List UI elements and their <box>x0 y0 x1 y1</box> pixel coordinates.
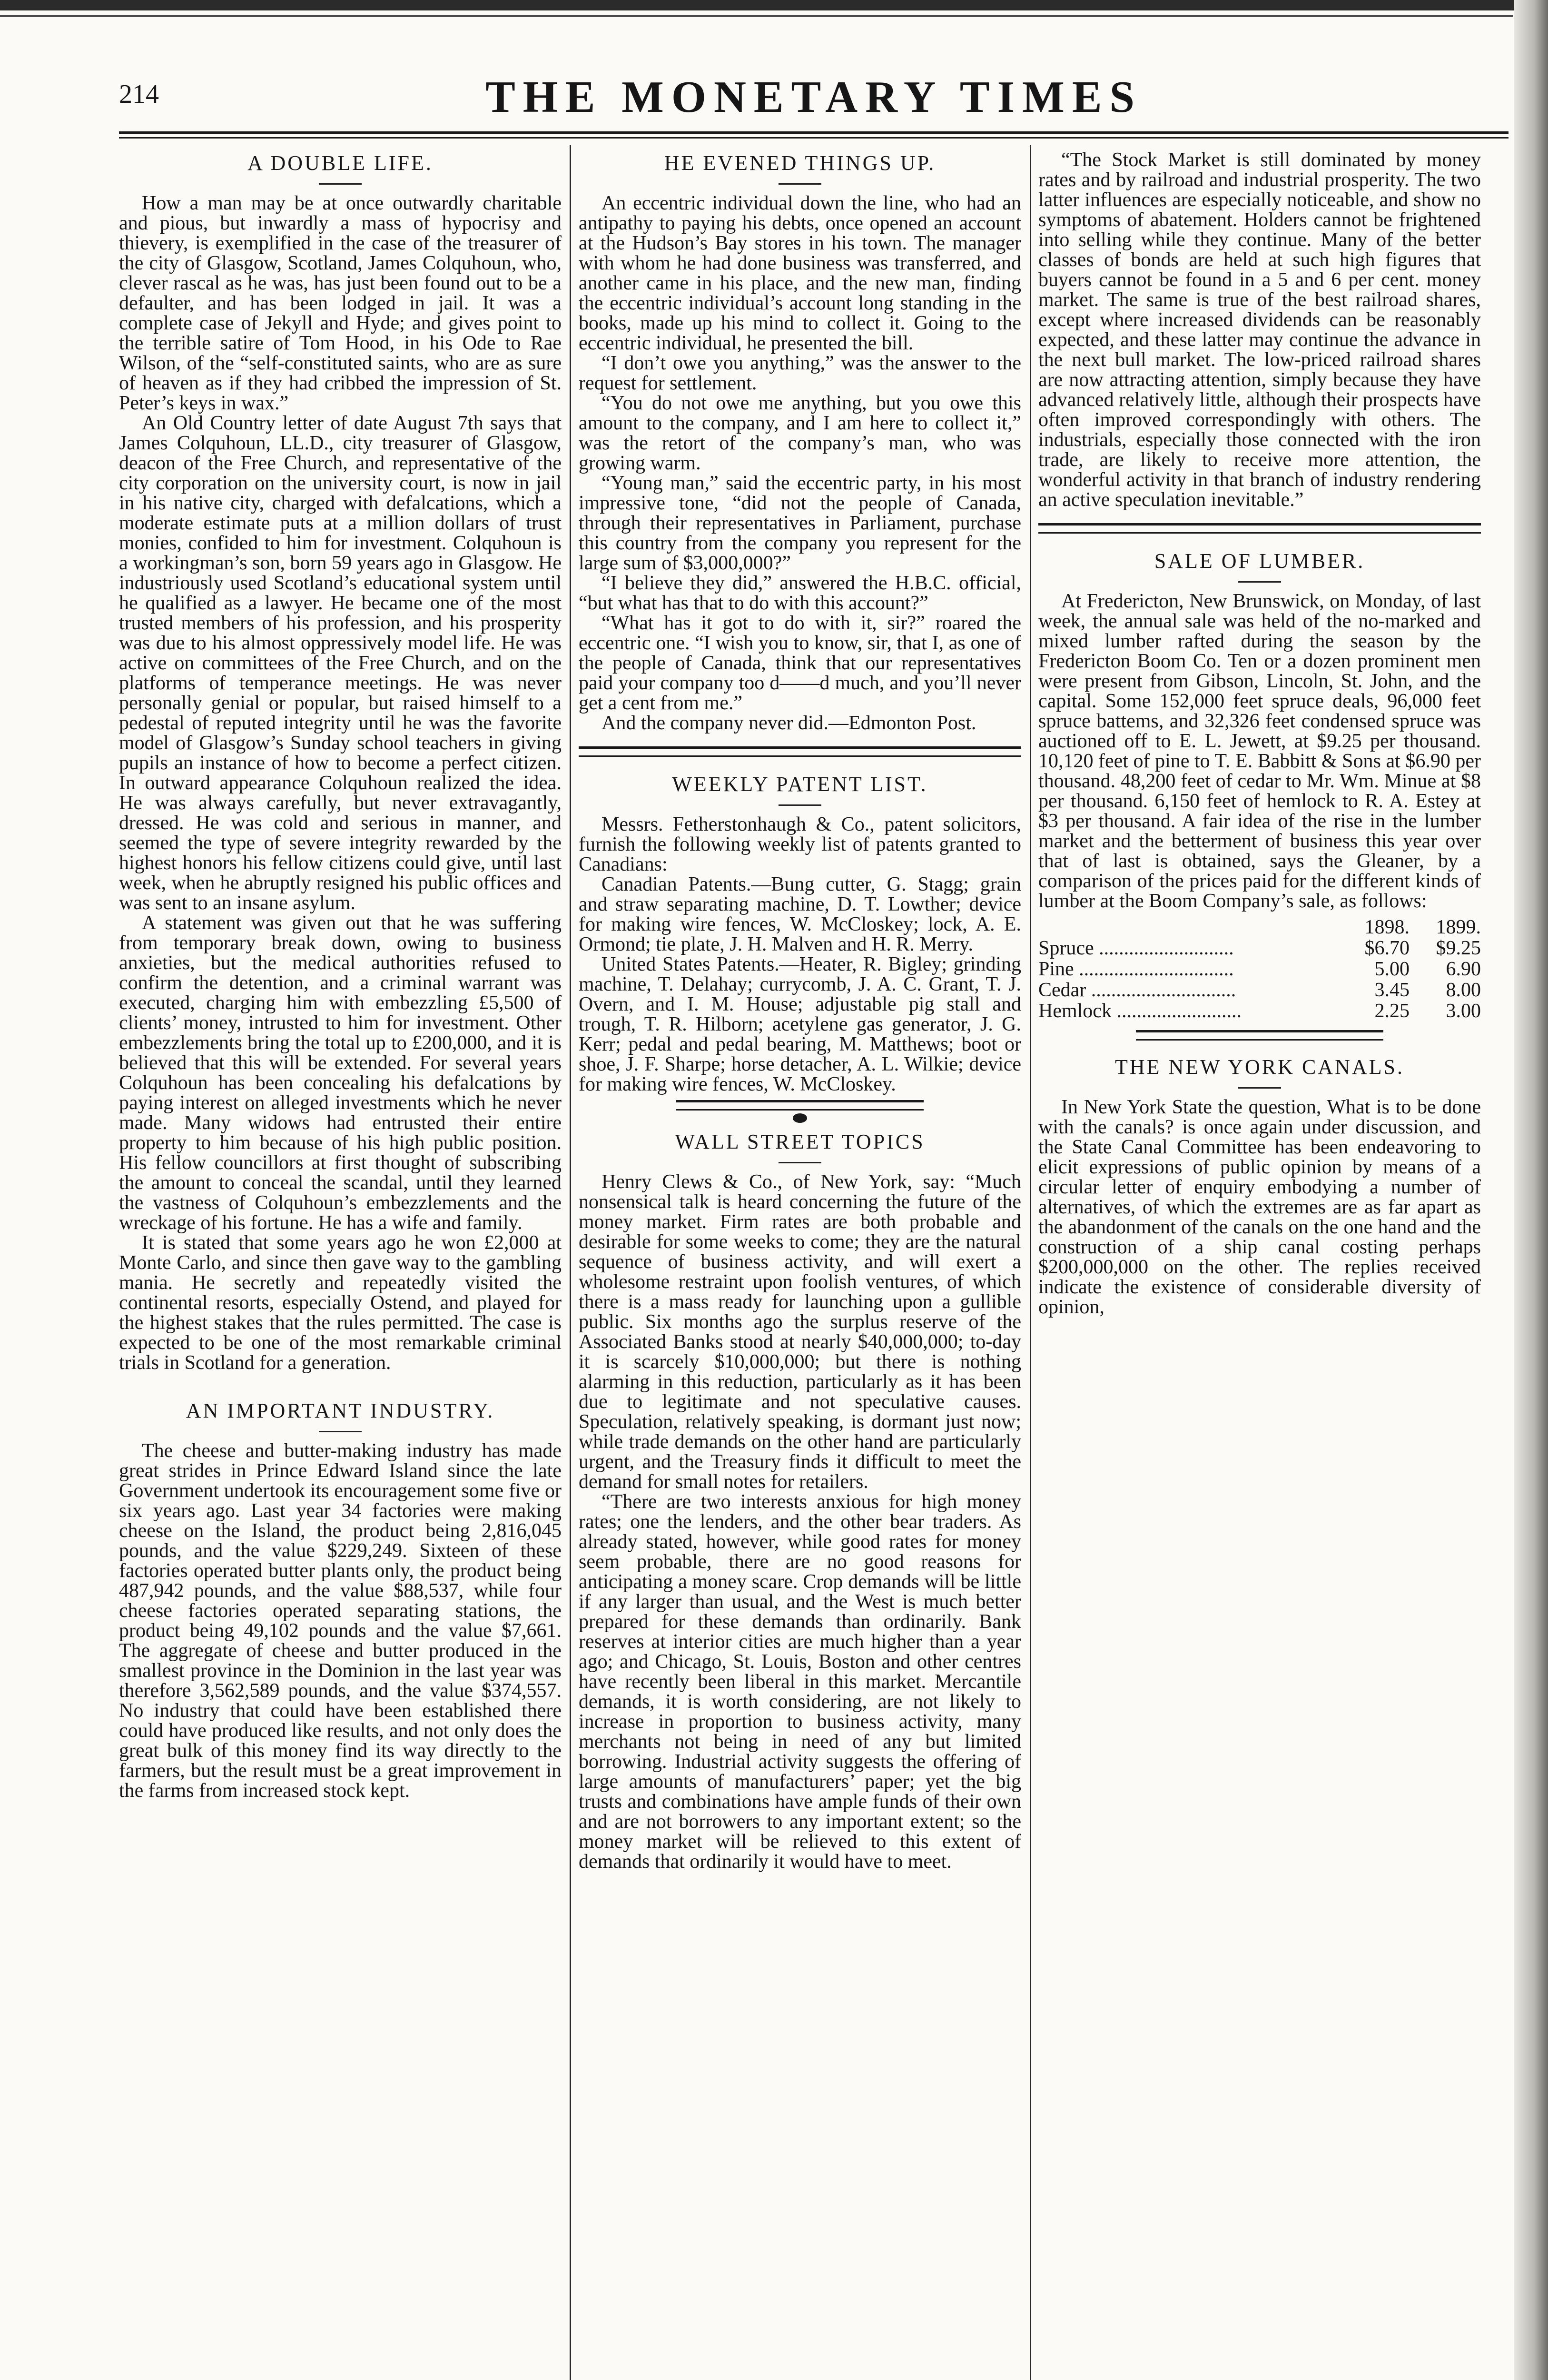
article-heading: HE EVENED THINGS UP. <box>664 151 936 175</box>
masthead-rule-thick <box>119 131 1509 134</box>
price-1898: 3.45 <box>1374 979 1410 1001</box>
heading-dash <box>1238 581 1281 583</box>
lumber-kind: Spruce <box>1038 937 1094 959</box>
article-paragraph: “There are two interests anxious for high money rates; one the lenders, and the other bear traders. As already stated, however, while good rates for money seem probable, there are no good reasons for anticipating a money scare. Crop demands will be little if any larger than usual, and the West is much better prepared for these demands than ordinarily. Bank reserves at interior cities are much higher than a year ago; and Chicago, St. Louis, Boston and other centres have recently been liberal in this market. Mercantile demands, it is worth considering, are not likely to increase in proportion to business activity, many merchants not being in need of any but limited borrowing. Industrial activity suggests the offering of large amounts of manufacturers’ paper; yet the big trusts and combinations have ample funds of their own and are not borrowers to any important extent; so the money market will be relieved to this extent of demands that ordinarily it would have to meet. <box>579 1491 1021 1873</box>
section-double-rule <box>1038 523 1481 534</box>
article-paragraph: It is stated that some years ago he won £2,000 at Monte Carlo, and since then gave way to the gambling mania. He secretly and repeatedly visited the continental resorts, especially Ostend, and played for the highest stakes that the rules permitted. The case is expected to be one of the most remarkable criminal trials in Scotland for a generation. <box>119 1232 562 1374</box>
article-paragraph: “I believe they did,” answered the H.B.C. official, “but what has that to do with this account?” <box>579 572 1021 614</box>
masthead <box>119 71 1509 129</box>
article-sale-of-lumber <box>1038 548 1481 1021</box>
article-heading: WEEKLY PATENT LIST. <box>672 773 928 796</box>
article-paragraph: How a man may be at once outwardly charitable and pious, but inwardly a mass of hypocrisy and thievery, is exemplified in the case of the treasurer of the city of Glasgow, Scotland, James Colquhoun, who, clever rascal as he was, has just been found out to be a defaulter, and has been lodged in jail. It was a complete case of Jekyll and Hyde; and gives point to the terrible satire of Tom Hood, in his Ode to Rae Wilson, of the “self-constituted saints, who are as sure of heaven as if they had cribbed the impression of St. Peter’s keys in wax.” <box>119 192 562 414</box>
year-header: 1899. <box>1436 916 1481 938</box>
price-1898: 2.25 <box>1374 1000 1410 1022</box>
price-1898: 5.00 <box>1374 958 1410 980</box>
column-1 <box>119 150 562 1801</box>
article-paragraph: Messrs. Fetherstonhaugh & Co., patent solicitors, furnish the following weekly list of patents granted to Canadians: <box>579 813 1021 875</box>
lumber-price-table <box>1038 917 1481 1021</box>
heading-dash <box>779 1162 821 1163</box>
ornament-mark <box>793 1113 807 1123</box>
article-paragraph: “You do not owe me anything, but you owe this amount to the company, and I am here to collect it,” was the retort of the company’s man, who was growing warm. <box>579 392 1021 474</box>
article-paragraph: In New York State the question, What is to be done with the canals? is once again under discussion, and the State Canal Committee has been endeavoring to elicit expressions of public opinion by means of a circular letter of enquiry embodying a number of alternatives, of which the extremes are as far apart as the abandonment of the canals on the one hand and the construction of a ship canal costing perhaps $200,000,000 on the other. The replies received indicate the existence of considerable diversity of opinion, <box>1038 1096 1481 1318</box>
top-border-rule <box>0 0 1548 10</box>
page-number: 214 <box>119 79 159 109</box>
heading-dash <box>1238 1087 1281 1089</box>
newspaper-title: THE MONETARY TIMES <box>485 72 1142 122</box>
dot-leader: ........................... <box>1094 937 1234 959</box>
article-important-industry <box>119 1398 562 1801</box>
price-1899: $9.25 <box>1436 937 1481 959</box>
article-paragraph: “Young man,” said the eccentric party, in his most impressive tone, “did not the people of Canada, through their representatives in Parliament, purchase this country from the company you represent for the large sum of $3,000,000?” <box>579 472 1021 574</box>
scan-page-edge <box>1514 0 1548 2380</box>
article-heading: SALE OF LUMBER. <box>1154 549 1365 573</box>
article-paragraph: “The Stock Market is still dominated by money rates and by railroad and industrial prosperity. The two latter influences are especially noticeable, and show no symptoms of abatement. Holders cannot be frightened into selling while they continue. Many of the better classes of bonds are held at such high figures that buyers cannot be found in a 5 and 6 per cent. money market. The same is true of the best railroad shares, except where increased dividends can be reasonably expected, and these latter may continue the advance in the next bull market. The low-priced railroad shares are now attracting attention, simply because they have advanced relatively little, although their prospects have often improved correspondingly with others. The industrials, especially those connected with the iron trade, are likely to receive more attention, the wonderful activity in that branch of industry rendering an active speculation inevitable.” <box>1038 149 1481 511</box>
article-paragraph: An Old Country letter of date August 7th says that James Colquhoun, LL.D., city treasurer of Glasgow, deacon of the Free Church, and representative of the city corporation on the university court, is now in jail in his native city, charged with defalcations, which a moderate estimate puts at a million dollars of trust monies, confided to him for investment. Colquhoun is a workingman’s son, born 59 years ago in Glasgow. He industriously used Scotland’s educational system until he qualified as a lawyer. He became one of the most trusted members of his profession, and his prosperity was due to his almost oppressively model life. He was active on committees of the Free Church, and on the platforms of temperance meetings. He was never personally genial or popular, but raised himself to a pedestal of reputed integrity until he was the favorite model of Glasgow’s Sunday school teachers in giving pupils an instance of how to become a perfect citizen. In outward appearance Colquhoun realized the idea. He was always carefully, but never extravagantly, dressed. He was cold and serious in manner, and seemed the type of severe integrity rewarded by the highest honors his fellow citizens could give, until last week, when he abruptly resigned his public offices and was sent to an insane asylum. <box>119 412 562 914</box>
section-double-rule <box>676 1100 924 1111</box>
year-header: 1898. <box>1364 916 1410 938</box>
heading-dash <box>779 183 821 185</box>
lumber-kind: Pine <box>1038 958 1074 980</box>
masthead-rule-thin <box>119 137 1509 139</box>
section-double-rule <box>1136 1030 1383 1041</box>
top-border-rule-thin <box>0 15 1513 17</box>
article-new-york-canals <box>1038 1054 1481 1317</box>
price-1898: $6.70 <box>1364 937 1410 959</box>
lumber-kind: Cedar <box>1038 979 1086 1001</box>
article-paragraph: Canadian Patents.—Bung cutter, G. Stagg; grain and straw separating machine, D. T. Lowther; device for making wire fences, W. McCloskey; lock, A. E. Ormond; tie plate, J. H. Malven and H. R. Merry. <box>579 873 1021 955</box>
article-paragraph: An eccentric individual down the line, who had an antipathy to paying his debts, once opened an account at the Hudson’s Bay stores in his town. The manager with whom he had done business was transferred, and another came in his place, and the new man, finding the eccentric individual’s account long standing in the books, made up his mind to collect it. Going to the eccentric individual, he presented the bill. <box>579 192 1021 354</box>
heading-dash <box>319 1431 362 1432</box>
column-divider-2 <box>1030 145 1031 2380</box>
price-row <box>1038 938 1481 959</box>
article-heading: A DOUBLE LIFE. <box>247 151 433 175</box>
article-paragraph: “I don’t owe you anything,” was the answer to the request for settlement. <box>579 352 1021 394</box>
dot-leader: ............................. <box>1086 979 1236 1001</box>
article-paragraph: Henry Clews & Co., of New York, say: “Much nonsensical talk is heard concerning the future of the money market. Firm rates are both probable and desirable for some weeks to come; they are the natural sequence of business activity, and will exert a wholesome restraint upon foolish ventures, of which there is a mass ready for launching upon a gullible public. Six months ago the surplus reserve of the Associated Banks stood at nearly $40,000,000; to-day it is scarcely $10,000,000; but there is nothing alarming in this reduction, particularly as it has been due to legitimate and not speculative causes. Speculation, relatively speaking, is dormant just now; while trade demands on the other hand are particularly urgent, and the Treasury finds it difficult to meet the demand for small notes for retailers. <box>579 1171 1021 1493</box>
article-paragraph: “What has it got to do with it, sir?” roared the eccentric one. “I wish you to know, sir, that I, as one of the people of Canada, think that our representatives paid your company too d——d much, and you’ll never get a cent from me.” <box>579 612 1021 714</box>
price-row <box>1038 1001 1481 1021</box>
article-wall-street-topics <box>579 1129 1021 1872</box>
article-double-life <box>119 150 562 1373</box>
article-paragraph: United States Patents.—Heater, R. Bigley; grinding machine, T. Delahay; currycomb, J. A. C. Grant, T. J. Overn, and I. M. House; adjustable pig stall and trough, T. R. Hilborn; acetylene gas generator, J. G. Kerr; pedal and pedal bearing, M. Matthews; boot or shoe, J. F. Sharpe; horse detacher, A. L. Wilkie; device for making wire fences, W. McCloskey. <box>579 953 1021 1095</box>
article-evened-things-up <box>579 150 1021 733</box>
price-1899: 3.00 <box>1446 1000 1481 1022</box>
article-weekly-patent-list <box>579 771 1021 1094</box>
article-heading: AN IMPORTANT INDUSTRY. <box>186 1399 495 1422</box>
column-2 <box>579 150 1021 1872</box>
article-wall-street-continued <box>1038 150 1481 510</box>
price-row <box>1038 959 1481 980</box>
column-divider-1 <box>570 145 571 2380</box>
article-paragraph: At Fredericton, New Brunswick, on Monday, of last week, the annual sale was held of the no-marked and mixed lumber rafted during the season by the Fredericton Boom Co. Ten or a dozen prominent men were present from Gibson, Lincoln, St. John, and the capital. Some 152,000 feet spruce deals, 96,000 feet spruce battems, and 32,326 feet condensed spruce was auctioned off to E. L. Jewett, at $9.25 per thousand. 10,120 feet of pine to T. E. Babbitt & Sons at $6.90 per thousand. 48,200 feet of cedar to Mr. Wm. Minue at $8 per thousand. 6,150 feet of hemlock to R. A. Estey at $3 per thousand. A fair idea of the rise in the lumber market and the betterment of business this year over that of last is obtained, says the Gleaner, by a comparison of the prices paid for the different kinds of lumber at the Boom Company’s sale, as follows: <box>1038 590 1481 912</box>
heading-dash <box>779 804 821 806</box>
column-3 <box>1038 150 1481 1317</box>
dot-leader: ............................... <box>1074 958 1234 980</box>
article-paragraph: A statement was given out that he was suffering from temporary break down, owing to business anxieties, but the medical authorities refused to confirm the detention, and a criminal warrant was executed, charging him with embezzling £5,500 of clients’ money, intrusted to him for investment. Other embezzlements bring the total up to £200,000, and it is believed that this will be extended. For several years Colquhoun has been concealing his defalcations by paying interest on alleged investments which he never made. Many widows had entrusted their entire property to him because of his high public position. His fellow councillors at first thought of subscribing the amount to conceal the scandal, until they learned the vastness of Colquhoun’s embezzlements and the wreckage of his fortune. He has a wife and family. <box>119 912 562 1234</box>
price-1899: 6.90 <box>1446 958 1481 980</box>
section-double-rule <box>579 746 1021 757</box>
heading-dash <box>319 183 362 185</box>
article-heading: WALL STREET TOPICS <box>675 1130 925 1153</box>
price-1899: 8.00 <box>1446 979 1481 1001</box>
price-row <box>1038 980 1481 1001</box>
article-paragraph: And the company never did.—Edmonton Post. <box>601 712 976 734</box>
lumber-kind: Hemlock <box>1038 1000 1112 1022</box>
dot-leader: ......................... <box>1111 1000 1242 1022</box>
article-paragraph: The cheese and butter-making industry has made great strides in Prince Edward Island since the late Government undertook its encouragement some five or six years ago. Last year 34 factories were making cheese on the Island, the product being 2,816,045 pounds, and the value $229,249. Sixteen of these factories operated butter plants only, the product being 487,942 pounds, and the value $88,537, while four cheese factories operated separating stations, the product being 49,102 pounds and the value $7,661. The aggregate of cheese and butter produced in the smallest province in the Dominion in the last year was therefore 3,562,589 pounds, and the value $374,557. No industry that could have been established there could have produced like results, and not only does the great bulk of this money find its way directly to the farmers, but the result must be a great improvement in the farms from increased stock kept. <box>119 1440 562 1802</box>
price-table-header <box>1038 917 1481 938</box>
article-heading: THE NEW YORK CANALS. <box>1115 1055 1404 1079</box>
